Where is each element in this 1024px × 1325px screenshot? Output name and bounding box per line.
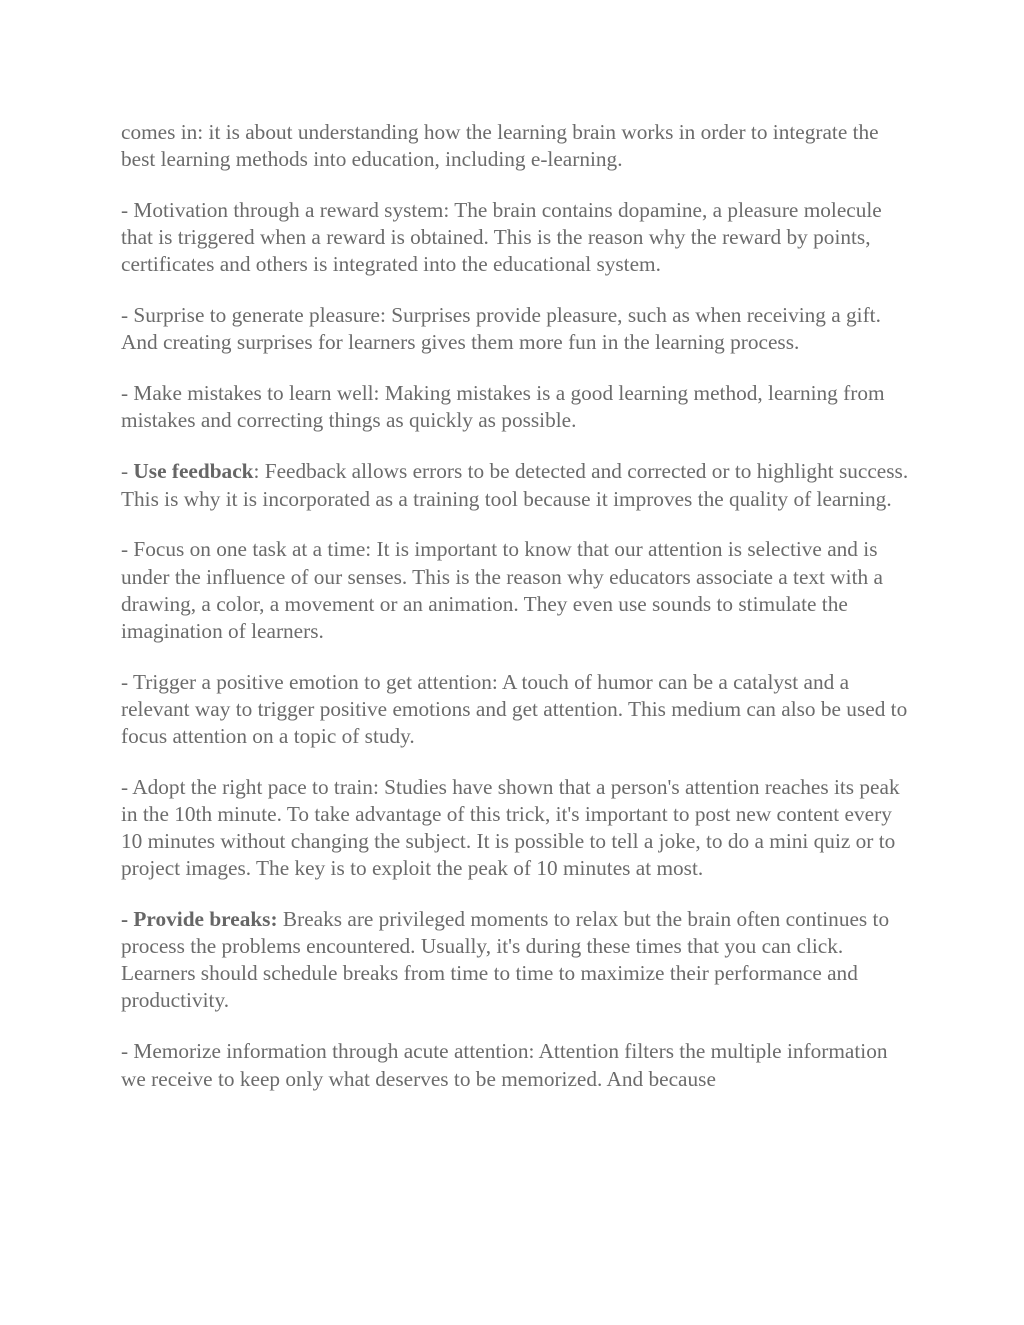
feedback-heading: Use feedback — [133, 459, 254, 484]
breaks-body: Breaks are privileged moments to relax but the brain often continues to process the problems encountered. Usually, it's during these times that you can click. Learners should schedule breaks from time to time to maximize their performance and productivity. — [121, 907, 890, 1013]
paragraph-intro: comes in: it is about understanding how the learning brain works in order to integrate the best learning methods into education, including e-learning. — [121, 120, 879, 172]
paragraph-emotion: - Trigger a positive emotion to get attention: A touch of humor can be a catalyst and a relevant way to trigger positive emotions and get attention. This medium can also be used to focus attention on a topic of study. — [121, 669, 908, 748]
feedback-prefix: - — [121, 459, 134, 484]
paragraph-pace: - Adopt the right pace to train: Studies have shown that a person's attention reaches its peak in the 10th minute. To take advantage of this trick, it's important to post new content every 10 minutes without changing the subject. It is possible to tell a joke, to do a mini quiz or to project images. The key is to exploit the peak of 10 minutes at most. — [121, 774, 900, 881]
paragraph-feedback — [121, 458, 911, 512]
paragraph-motivation: - Motivation through a reward system: The brain contains dopamine, a pleasure molecule that is triggered when a reward is obtained. This is the reason why the reward by points, certificates and others is integrated into the educational system. — [121, 198, 882, 277]
paragraph-memorize: - Memorize information through acute attention: Attention filters the multiple information we receive to keep only what deserves to be memorized. And because — [121, 1039, 888, 1091]
paragraph-mistakes: - Make mistakes to learn well: Making mistakes is a good learning method, learning from mistakes and correcting things as quickly as possible. — [121, 381, 885, 433]
document-page — [121, 119, 911, 1117]
paragraph-surprise: - Surprise to generate pleasure: Surprises provide pleasure, such as when receiving a gift. And creating surprises for learners gives them more fun in the learning process. — [121, 303, 881, 355]
breaks-heading: - Provide breaks: — [121, 907, 278, 932]
paragraph-breaks — [121, 906, 911, 1014]
paragraph-focus: - Focus on one task at a time: It is important to know that our attention is selective and is under the influence of our senses. This is the reason why educators associate a text with a drawing, a color, a movement or an animation. They even use sounds to stimulate the imagination of learners. — [121, 537, 883, 643]
feedback-body: : Feedback allows errors to be detected and corrected or to highlight success. This is why it is incorporated as a training tool because it improves the quality of learning. — [121, 459, 909, 511]
